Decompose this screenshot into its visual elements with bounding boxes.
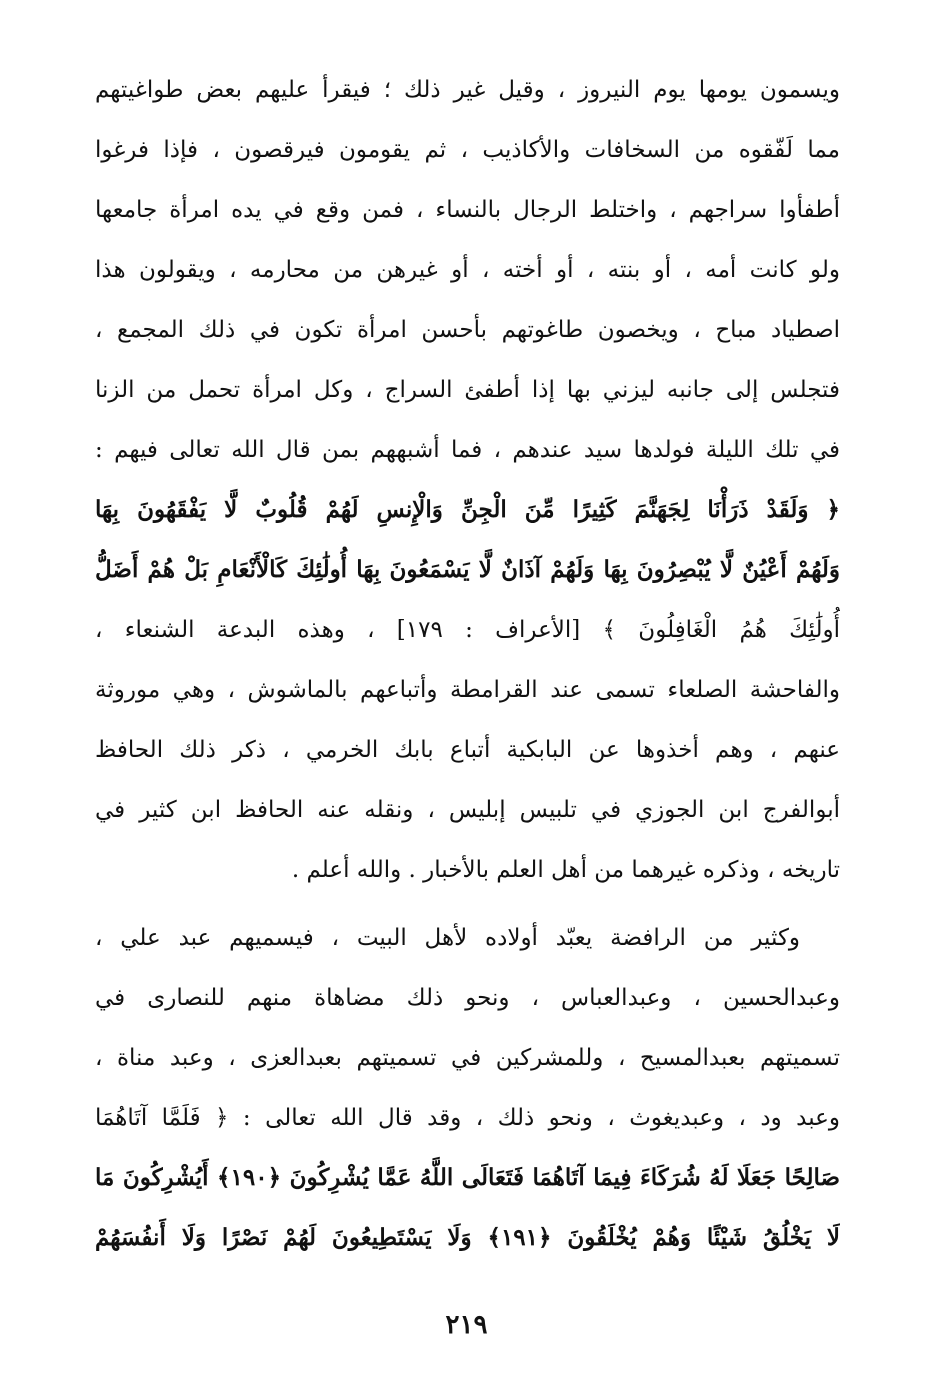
text-line: أطفأوا سراجهم ، واختلط الرجال بالنساء ، فمن وقع في يده امرأة جامعها <box>95 197 840 223</box>
text-line: أبوالفرج ابن الجوزي في تلبيس إبليس ، ونقله عنه الحافظ ابن كثير في <box>95 797 840 823</box>
page-body <box>95 60 840 1268</box>
quran-verse-line: ﴿ وَلَقَدْ ذَرَأْنَا لِجَهَنَّمَ كَثِيرًا مِّنَ الْجِنِّ وَالْإِنسِ لَهُمْ قُلُوبٌ لَّا يَفْقَهُونَ بِهَا <box>95 496 840 523</box>
text-line: في تلك الليلة فولدها سيد عندهم ، فما أشبههم بمن قال الله تعالى فيهم : <box>95 437 840 463</box>
paragraph-2 <box>95 908 840 1268</box>
paragraph-1 <box>95 60 840 900</box>
text-line: تسميتهم بعبدالمسيح ، وللمشركين في تسميتهم بعبدالعزى ، وعبد مناة ، <box>95 1045 840 1071</box>
quran-verse-line: لَا يَخْلُقُ شَيْئًا وَهُمْ يُخْلَقُونَ ﴿١٩١﴾ وَلَا يَسْتَطِيعُونَ لَهُمْ نَصْرًا وَلَا أَنفُسَهُمْ <box>95 1224 840 1251</box>
text-line: وكثير من الرافضة يعبّد أولاده لأهل البيت ، فيسميهم عبد علي ، <box>95 925 800 951</box>
text-line: فتجلس إلى جانبه ليزني بها إذا أطفئ السراج ، وكل امرأة تحمل من الزنا <box>95 377 840 403</box>
text-line: والفاحشة الصلعاء تسمى عند القرامطة وأتباعهم بالماشوش ، وهي موروثة <box>95 677 840 703</box>
text-line: وعبد ود ، وعبديغوث ، ونحو ذلك ، وقد قال الله تعالى : ﴿ فَلَمَّا آتَاهُمَا <box>95 1105 840 1131</box>
text-line: أُولَٰئِكَ هُمُ الْغَافِلُونَ ﴾ [الأعراف : ١٧٩] ، وهذه البدعة الشنعاء ، <box>95 617 840 643</box>
quran-verse-line: صَالِحًا جَعَلَا لَهُ شُرَكَاءَ فِيمَا آتَاهُمَا فَتَعَالَى اللَّهُ عَمَّا يُشْرِكُونَ ﴿١٩٠﴾ أَيُشْرِكُونَ مَا <box>95 1164 840 1191</box>
text-line: عنهم ، وهم أخذوها عن البابكية أتباع بابك الخرمي ، ذكر ذلك الحافظ <box>95 737 840 763</box>
quran-verse-line: وَلَهُمْ أَعْيُنٌ لَّا يُبْصِرُونَ بِهَا وَلَهُمْ آذَانٌ لَّا يَسْمَعُونَ بِهَا أُولَٰئِكَ كَالْأَنْعَامِ بَلْ هُمْ أَضَلُّ <box>95 556 840 583</box>
page-number: ٢١٩ <box>445 1310 488 1340</box>
text-line: تاريخه ، وذكره غيرهما من أهل العلم بالأخبار . والله أعلم . <box>291 857 840 883</box>
text-line: ويسمون يومها يوم النيروز ، وقيل غير ذلك ؛ فيقرأ عليهم بعض طواغيتهم <box>95 77 840 103</box>
text-line: مما لَفّقوه من السخافات والأكاذيب ، ثم يقومون فيرقصون ، فإذا فرغوا <box>95 137 840 163</box>
text-line: وعبدالحسين ، وعبدالعباس ، ونحو ذلك مضاهاة منهم للنصارى في <box>95 985 840 1011</box>
paragraph-gap <box>95 900 840 908</box>
text-line: اصطياد مباح ، ويخصون طاغوتهم بأحسن امرأة تكون في ذلك المجمع ، <box>95 317 840 343</box>
text-line: ولو كانت أمه ، أو بنته ، أو أخته ، أو غيرهن من محارمه ، ويقولون هذا <box>95 257 840 283</box>
